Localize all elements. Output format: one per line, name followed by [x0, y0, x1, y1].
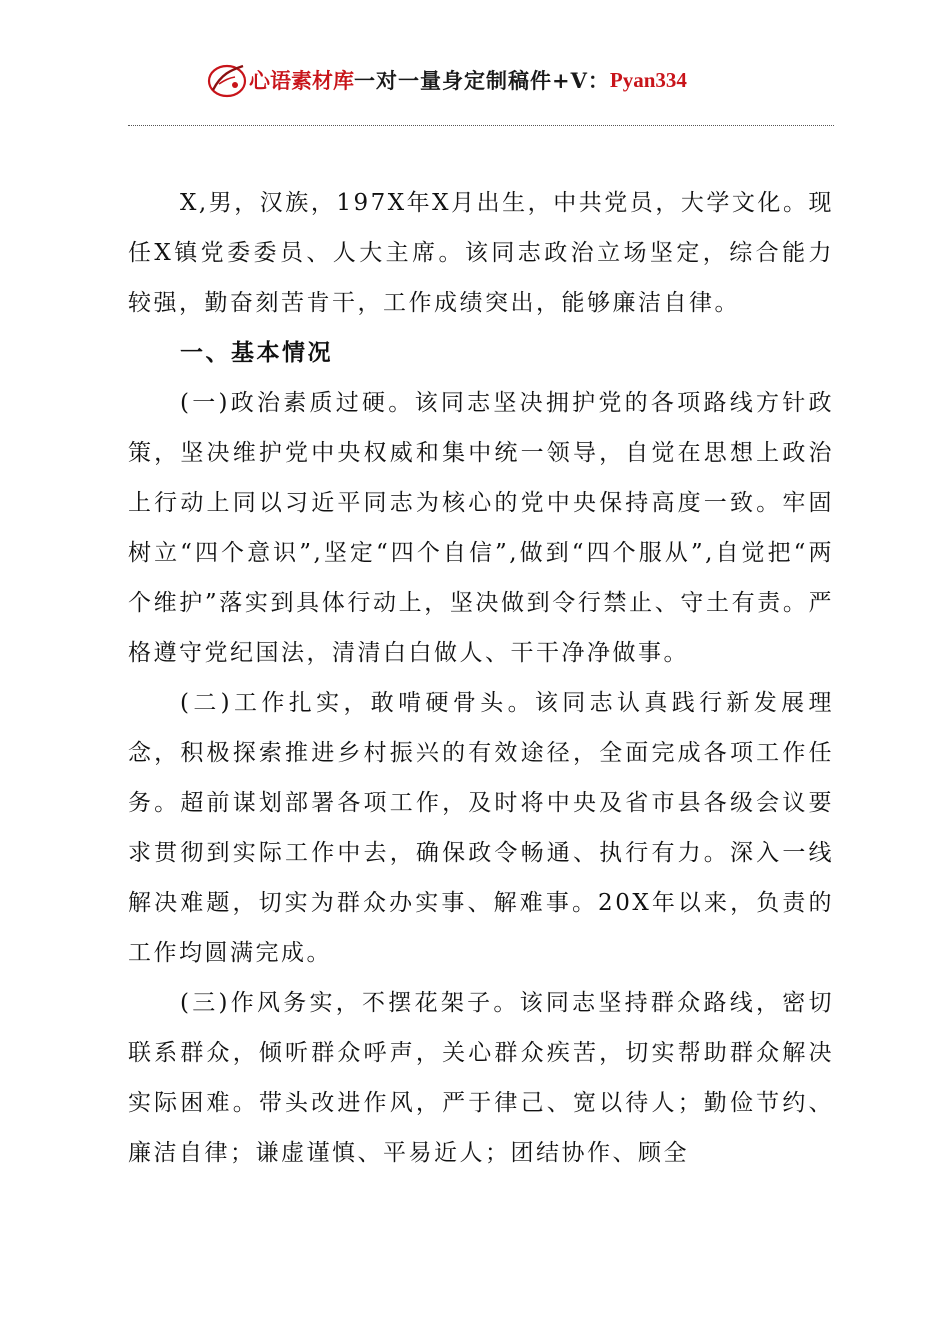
paragraph-political-quality: (一)政治素质过硬。该同志坚决拥护党的各项路线方针政策，坚决维护党中央权威和集中统一领导，自觉在思想上政治上行动上同以习近平同志为核心的党中央保持高度一致。牢固树立“四个意识”,坚定“四个自信”,做到“四个服从”,自觉把“两个维护”落实到具体行动上，坚决做到令行禁止、守土有责。严格遵守党纪国法，清清白白做人、干干净净做事。 [128, 390, 834, 666]
paragraph-work: (二)工作扎实，敢啃硬骨头。该同志认真践行新发展理念，积极探索推进乡村振兴的有效途径，全面完成各项工作任务。超前谋划部署各项工作，及时将中央及省市县各级会议要求贯彻到实际工作中去，确保政令畅通、执行有力。深入一线解决难题，切实为群众办实事、解难事。20X年以来，负责的工作均圆满完成。 [128, 690, 834, 966]
section-heading: 一、基本情况 [180, 340, 333, 366]
brand-logo-icon [205, 60, 249, 100]
header-divider [128, 125, 834, 126]
document-body [128, 178, 834, 1178]
paragraph-style: (三)作风务实，不摆花架子。该同志坚持群众路线，密切联系群众，倾听群众呼声，关心群众疾苦，切实帮助群众解决实际困难。带头改进作风，严于律己、宽以待人；勤俭节约、廉洁自律；谦虚谨慎、平易近人；团结协作、顾全 [128, 990, 834, 1166]
header-contact: Pyan334 [609, 67, 687, 92]
intro-paragraph: X,男，汉族，197X年X月出生，中共党员，大学文化。现任X镇党委委员、人大主席。该同志政治立场坚定，综合能力较强，勤奋刻苦肯干，工作成绩突出，能够廉洁自律。 [128, 190, 834, 316]
header-slogan: 一对一量身定制稿件+V： [354, 68, 610, 93]
brand-name: 心语素材库 [249, 69, 354, 93]
page-header [205, 60, 687, 100]
